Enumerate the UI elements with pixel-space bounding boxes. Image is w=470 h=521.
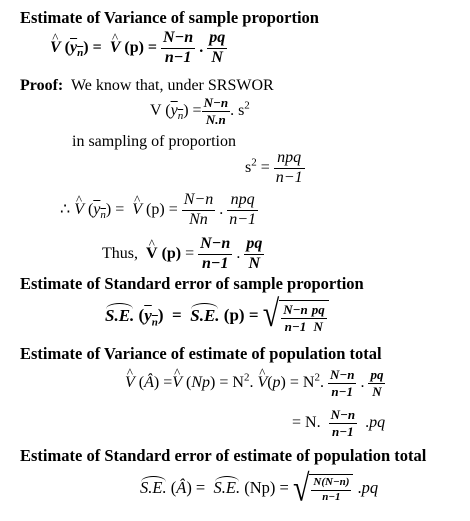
equation-therefore: ∴ ^ V $(y_n)$ = ^ V (p) = $\frac{N-n}{Nn}$ . $\frac{\text{npq}}{n-1}$ (60, 192, 258, 229)
equation-s-squared: $s^2$ = $\frac{\text{npq}}{n-1}$ (245, 149, 303, 186)
equation-thus: Thus, ^ V (p) = $\frac{N-n}{n-1}$ . $\frac{pq}{N}$ (102, 236, 264, 273)
equation-se-total: S.E. (Â) = S.E. (Np) = √ $\frac{N(N-n)}{n-1}$ .pq (140, 467, 379, 509)
heading-variance-population-total: Estimate of Variance of estimate of population total (20, 344, 382, 363)
proof-line: Proof: We know that, under SRSWOR (20, 77, 274, 94)
heading-se-sample-proportion: Estimate of Standard error of sample proportion (20, 274, 364, 293)
equation-se-p: S.E. $(y_n) = S.E$. (p) = √ $\frac{N-n}{n-1}$ $\frac{pq}{N}$ (105, 300, 329, 333)
equation-variance-total: ^ V (Â) =^ V $(Np) = N^2$. ^ $V(p) = N^2$. $\frac{N-n}{n-1}$ . $\frac{pq}{N}$ (125, 368, 385, 398)
sampling-text: in sampling of proportion (72, 133, 236, 150)
heading-variance-sample-proportion: Estimate of Variance of sample proportion (20, 8, 319, 27)
equation-variance-yn: V $(y_n)$ = $\frac{N-n}{N.n}$ . $s^2$ (150, 95, 250, 127)
equation-variance-total-simplified: = N. $\frac{N-n}{n-1}$ .pq (292, 407, 386, 439)
heading-se-population-total: Estimate of Standard error of estimate of population total (20, 446, 427, 465)
equation-variance-p: ^ V $(y_n)$ = ^ V (p) = $\frac{N-n}{n-1}$ . $\frac{pq}{N}$ (50, 30, 227, 67)
